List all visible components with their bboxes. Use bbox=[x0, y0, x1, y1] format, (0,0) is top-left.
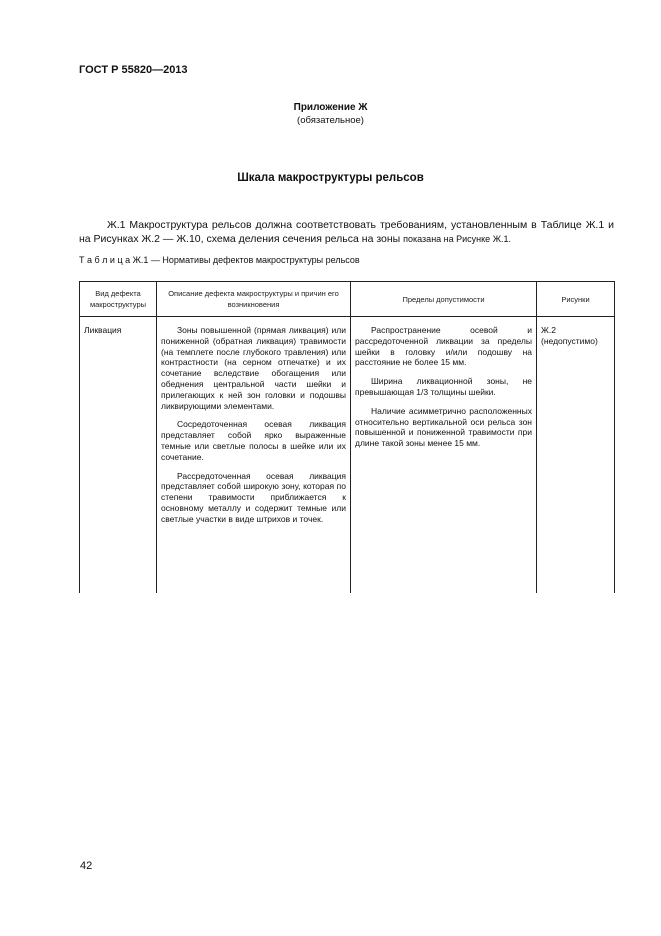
intro-text: Ж.1 Макроструктура рельсов должна соответствовать требованиям, установленным в Таблице Ж.1 и на Рисунках Ж.2 — Ж.10, схема деления сечения рельса на зоны bbox=[79, 219, 614, 245]
limits-paragraph: Наличие асимметрично расположенных относительно вертикальной оси рельса зон повышенной и пониженной травимости при длине такой зоны менее 15 мм. bbox=[355, 405, 532, 449]
cell-defect-type bbox=[80, 317, 157, 594]
cell-description bbox=[157, 317, 351, 594]
annex-heading bbox=[0, 101, 661, 127]
table-caption: Т а б л и ц а Ж.1 — Нормативы дефектов макроструктуры рельсов bbox=[79, 255, 360, 265]
page-number: 42 bbox=[80, 860, 93, 872]
intro-paragraph bbox=[79, 218, 614, 246]
header-description: Описание дефекта макроструктуры и причин его возникновения bbox=[157, 282, 351, 317]
description-paragraph: Рассредоточенная осевая ликвация представляет собой широкую зону, которая по степени травимости приближается к основному металлу и содержит темные или светлые участки в виде штрихов и точек. bbox=[161, 470, 346, 524]
figure-ref: Ж.2 bbox=[541, 325, 556, 335]
limits-paragraph: Ширина ликвационной зоны, не превышающая 1/3 толщины шейки. bbox=[355, 376, 532, 397]
header-figures: Рисунки bbox=[537, 282, 615, 317]
annex-title: Приложение Ж bbox=[293, 102, 368, 113]
document-header: ГОСТ Р 55820—2013 bbox=[79, 64, 188, 76]
table-row bbox=[80, 317, 615, 594]
intro-text-small: показана на Рисунке Ж.1. bbox=[403, 234, 512, 244]
page-title: Шкала макроструктуры рельсов bbox=[237, 172, 424, 184]
defect-type-text: Ликвация bbox=[84, 325, 122, 335]
header-limits: Пределы допустимости bbox=[351, 282, 537, 317]
annex-status: (обязательное) bbox=[297, 115, 364, 126]
table-header-row bbox=[80, 282, 615, 317]
header-defect-type: Вид дефекта макроструктуры bbox=[80, 282, 157, 317]
figure-note: (недопустимо) bbox=[541, 335, 598, 346]
description-paragraph: Сосредоточенная осевая ликвация представляет собой ярко выраженные темные или светлые полосы в шейке или их сочетание. bbox=[161, 419, 346, 462]
cell-limits bbox=[351, 317, 537, 594]
defect-table bbox=[79, 281, 615, 593]
description-paragraph: Зоны повышенной (прямая ликвация) или пониженной (обратная ликвация) травимости (на темплете после глубокого травления) или контрастности (на серном отпечатке) и их сочетание вследствие обогащения или обеднения центральной части шейки и прилегающих к ней зон головки и подошвы ликвирующими элементами. bbox=[161, 325, 346, 411]
limits-paragraph: Распространение осевой и рассредоточенной ликвации за пределы шейки в головку и/или подошву на расстояние не более 15 мм. bbox=[355, 325, 532, 368]
cell-figures bbox=[537, 317, 615, 594]
